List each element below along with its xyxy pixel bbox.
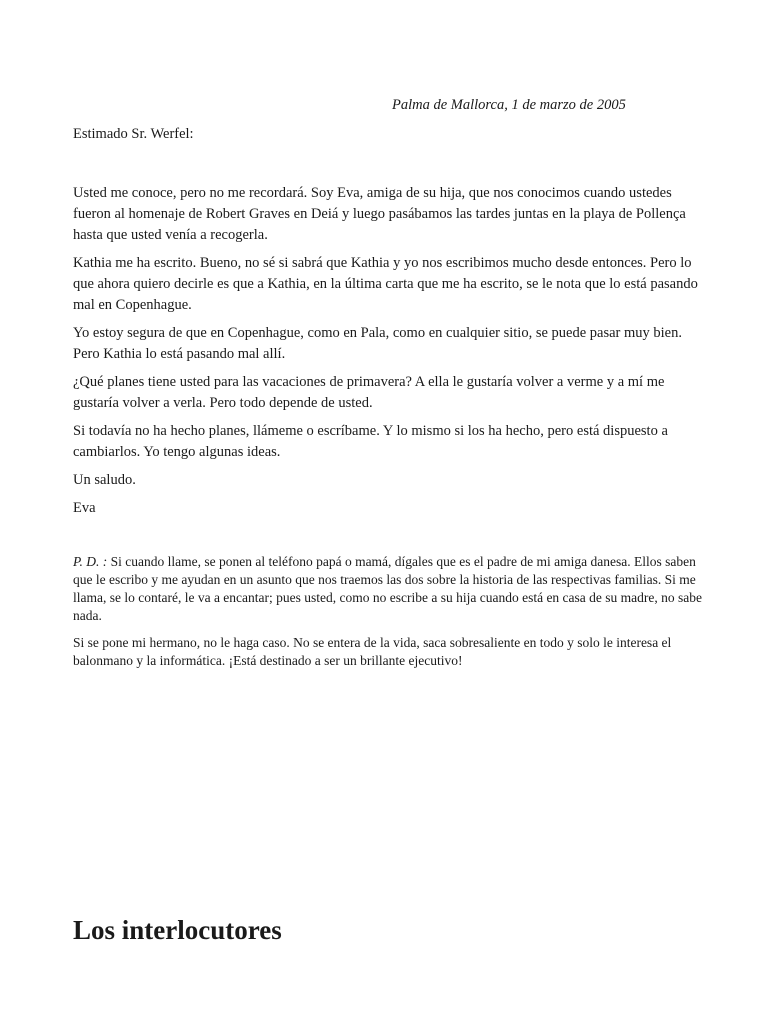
letter-place-date: Palma de Mallorca, 1 de marzo de 2005 (392, 97, 626, 113)
section-heading: Los interlocutores (73, 915, 282, 945)
letter-salutation: Estimado Sr. Werfel: (73, 126, 194, 142)
letter-paragraph: Kathia me ha escrito. Bueno, no sé si sabrá que Kathia y yo nos escribimos mucho desde entonces. Pero lo que ahora quiero decirle es que a Kathia, en la última carta que me ha escrito, se le nota que lo está pasando mal en Copenhague. (73, 255, 698, 313)
postscript-paragraph (73, 553, 703, 625)
letter-paragraph: Yo estoy segura de que en Copenhague, como en Pala, como en cualquier sitio, se puede pasar muy bien. Pero Kathia lo está pasando mal allí. (73, 325, 682, 362)
letter-body (73, 183, 698, 526)
letter-closing: Un saludo. (73, 472, 136, 488)
letter-signature: Eva (73, 500, 96, 516)
postscript-paragraph: Si se pone mi hermano, no le haga caso. No se entera de la vida, saca sobresaliente en todo y solo le interesa el balonmano y la informática. ¡Está destinado a ser un brillante ejecutivo! (73, 635, 672, 668)
postscript-text: Si cuando llame, se ponen al teléfono papá o mamá, dígales que es el padre de mi amiga danesa. Ellos saben que le escribo y me ayudan en un asunto que nos traemos las dos sobre la historia de las respectivas familias. Si me llama, se lo contaré, le va a encantar; pues usted, como no escribe a su hija cuando está en casa de su madre, no sabe nada. (73, 554, 703, 623)
letter-postscript (73, 553, 703, 679)
postscript-label: P. D. : (73, 554, 108, 569)
letter-paragraph: Si todavía no ha hecho planes, llámeme o escríbame. Y lo mismo si los ha hecho, pero está dispuesto a cambiarlos. Yo tengo algunas ideas. (73, 423, 668, 460)
letter-paragraph: ¿Qué planes tiene usted para las vacaciones de primavera? A ella le gustaría volver a verme y a mí me gustaría volver a verla. Pero todo depende de usted. (73, 374, 665, 411)
letter-paragraph: Usted me conoce, pero no me recordará. Soy Eva, amiga de su hija, que nos conocimos cuando ustedes fueron al homenaje de Robert Graves en Deiá y luego pasábamos las tardes juntas en la playa de Pollença hasta que usted venía a recogerla. (73, 185, 686, 243)
